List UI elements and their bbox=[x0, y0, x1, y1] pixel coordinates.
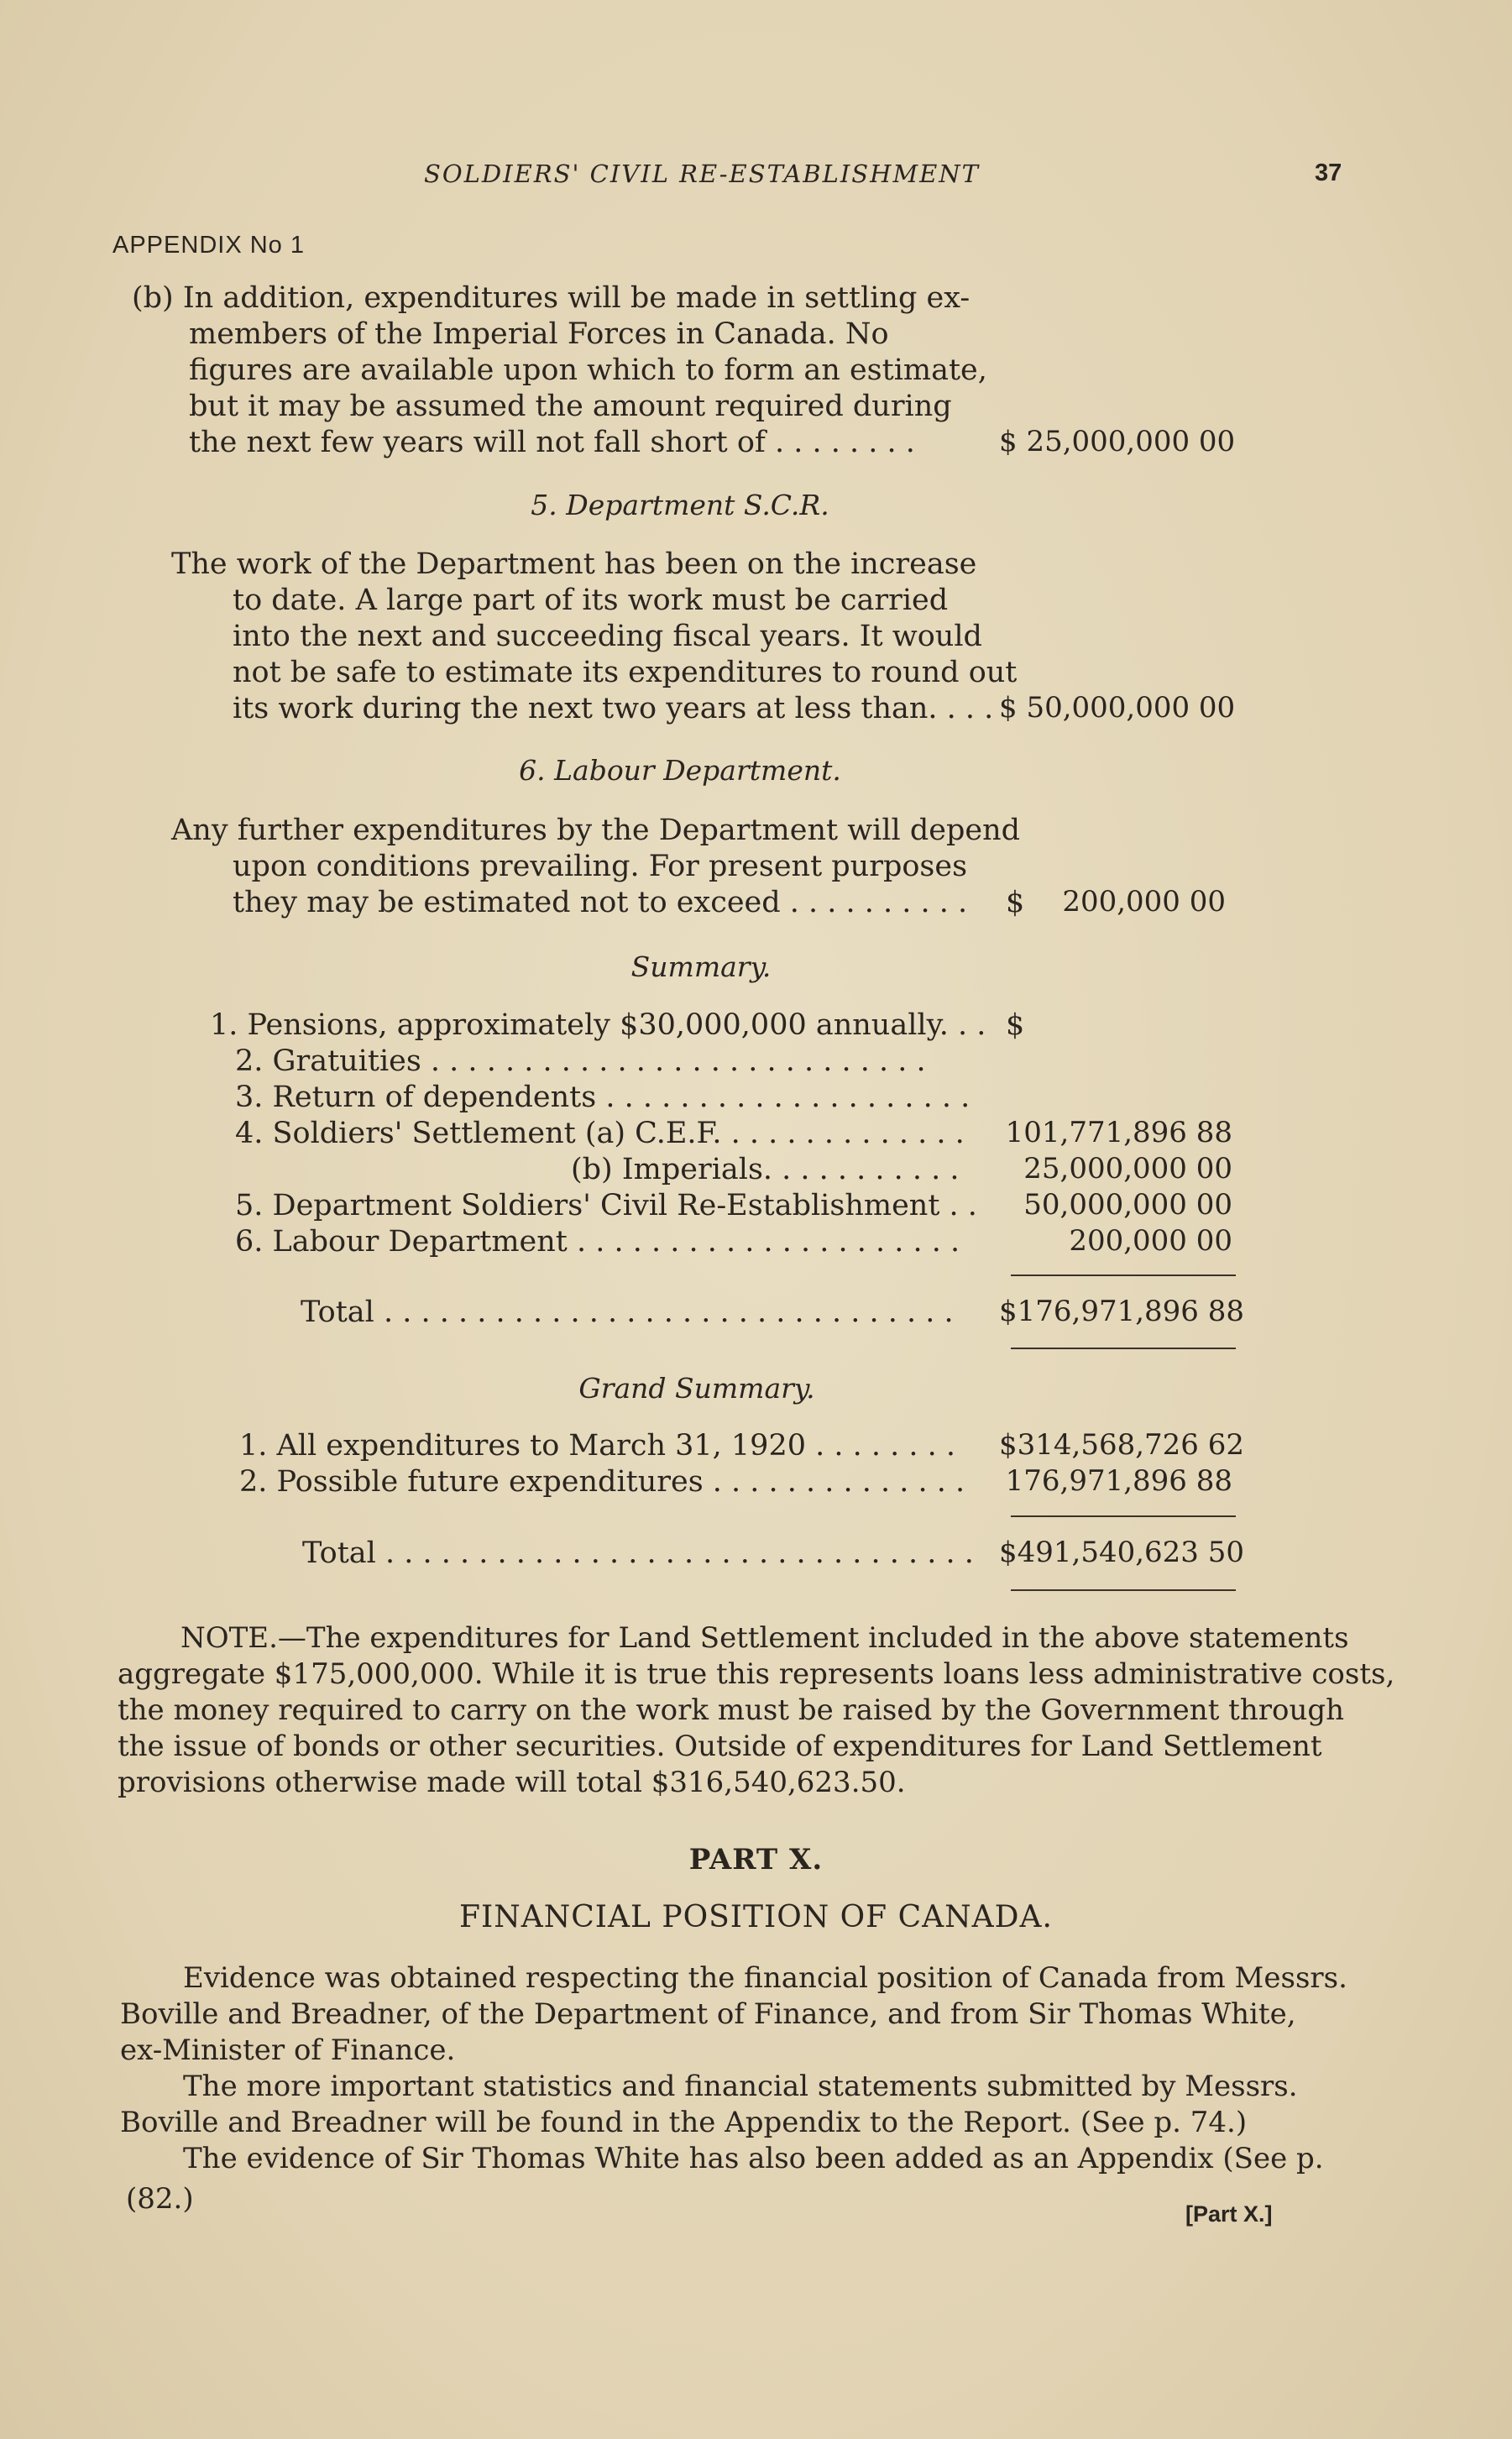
section-5-line-4: not be safe to estimate its expenditures to round out bbox=[233, 656, 1018, 689]
section-5-line-2: to date. A large part of its work must be carried bbox=[233, 584, 949, 617]
summary-item-label: 1. Pensions, approximately $30,000,000 annually. . . bbox=[210, 1008, 986, 1042]
part-title: PART X. bbox=[688, 1843, 824, 1876]
section-6-line-1: Any further expenditures by the Department will depend bbox=[171, 814, 1021, 847]
running-title: SOLDIERS' CIVIL RE-ESTABLISHMENT bbox=[424, 160, 981, 188]
note-line-4: the issue of bonds or other securities. Outside of expenditures for Land Settlement bbox=[118, 1730, 1322, 1763]
section-b-line-3: figures are available upon which to form an estimate, bbox=[189, 353, 987, 387]
grand-summary-total-label: Total . . . . . . . . . . . . . . . . . . . . . . . . . . . . . . . . bbox=[302, 1536, 974, 1570]
grand-summary-item-amount: 176,971,896 88 bbox=[1005, 1464, 1232, 1498]
summary-item-amount: $ bbox=[1006, 1008, 1025, 1042]
grand-summary-total-rule bbox=[1011, 1589, 1236, 1591]
section-b-line-4: but it may be assumed the amount required during bbox=[189, 390, 952, 423]
summary-item-label: 2. Gratuities . . . . . . . . . . . . . . . . . . . . . . . . . . . bbox=[235, 1044, 926, 1078]
grand-summary-heading: Grand Summary. bbox=[578, 1372, 815, 1405]
summary-item-label: 5. Department Soldiers' Civil Re-Establishment . . bbox=[235, 1189, 977, 1222]
appendix-label: APPENDIX No 1 bbox=[112, 232, 305, 259]
part-paragraph-line: Evidence was obtained respecting the financial position of Canada from Messrs. bbox=[183, 1961, 1347, 1995]
summary-item-amount: 50,000,000 00 bbox=[1023, 1188, 1232, 1222]
note-line-2: aggregate $175,000,000. While it is true this represents loans less administrative costs, bbox=[118, 1657, 1395, 1691]
section-5-line-5: its work during the next two years at less than. . . . bbox=[233, 692, 994, 725]
grand-summary-item-amount: $314,568,726 62 bbox=[999, 1428, 1245, 1462]
summary-rule bbox=[1011, 1274, 1236, 1276]
note-line-1: NOTE.—The expenditures for Land Settlement included in the above statements bbox=[180, 1621, 1349, 1655]
section-5-amount: $ 50,000,000 00 bbox=[999, 691, 1236, 725]
part-paragraph-line: ex-Minister of Finance. bbox=[120, 2033, 456, 2067]
section-6-amount: 200,000 00 bbox=[1062, 885, 1226, 919]
part-paragraph-line: (82.) bbox=[126, 2182, 194, 2216]
summary-total-label: Total . . . . . . . . . . . . . . . . . . . . . . . . . . . . . . . bbox=[301, 1295, 954, 1329]
summary-item-label: 3. Return of dependents . . . . . . . . . . . . . . . . . . . . bbox=[235, 1081, 971, 1114]
grand-summary-item-label: 1. All expenditures to March 31, 1920 . . . . . . . . bbox=[239, 1429, 955, 1463]
note-line-5: provisions otherwise made will total $316,540,623.50. bbox=[118, 1766, 906, 1799]
section-6-heading: 6. Labour Department. bbox=[519, 754, 841, 787]
summary-item-label: 6. Labour Department . . . . . . . . . . . . . . . . . . . . . bbox=[235, 1225, 960, 1259]
section-5-heading: 5. Department S.C.R. bbox=[531, 489, 829, 521]
summary-total-rule bbox=[1011, 1348, 1236, 1349]
section-5-line-3: into the next and succeeding fiscal years. It would bbox=[233, 620, 982, 653]
summary-total-amount: $176,971,896 88 bbox=[999, 1295, 1245, 1328]
section-6-line-2: upon conditions prevailing. For present purposes bbox=[233, 850, 968, 883]
section-6-dollar: $ bbox=[1006, 886, 1025, 919]
part-paragraph-line: Boville and Breadner, of the Department of Finance, and from Sir Thomas White, bbox=[120, 1997, 1296, 2031]
section-b-line-5: the next few years will not fall short of . . . . . . . . bbox=[189, 426, 915, 459]
catchword: [Part X.] bbox=[1185, 2201, 1273, 2227]
section-5-line-1: The work of the Department has been on the increase bbox=[171, 547, 977, 581]
section-b-amount: $ 25,000,000 00 bbox=[999, 425, 1236, 458]
summary-item-label: (b) Imperials. . . . . . . . . . . bbox=[571, 1153, 960, 1186]
part-paragraph-line: Boville and Breadner will be found in the Appendix to the Report. (See p. 74.) bbox=[120, 2106, 1248, 2139]
note-line-3: the money required to carry on the work must be raised by the Government through bbox=[118, 1693, 1345, 1727]
page-number: 37 bbox=[1315, 160, 1342, 186]
summary-item-amount: 200,000 00 bbox=[1069, 1224, 1232, 1258]
section-6-line-3: they may be estimated not to exceed . . . . . . . . . . bbox=[233, 886, 968, 919]
part-paragraph-line: The evidence of Sir Thomas White has also been added as an Appendix (See p. bbox=[183, 2142, 1324, 2175]
summary-item-label: 4. Soldiers' Settlement (a) C.E.F. . . . . . . . . . . . . . bbox=[235, 1117, 965, 1150]
part-subtitle: FINANCIAL POSITION OF CANADA. bbox=[459, 1900, 1053, 1934]
summary-item-amount: 25,000,000 00 bbox=[1023, 1152, 1232, 1185]
summary-heading: Summary. bbox=[630, 950, 772, 983]
grand-summary-rule bbox=[1011, 1515, 1236, 1517]
summary-item-amount: 101,771,896 88 bbox=[1005, 1116, 1232, 1149]
grand-summary-total-amount: $491,540,623 50 bbox=[999, 1536, 1245, 1569]
grand-summary-item-label: 2. Possible future expenditures . . . . . . . . . . . . . . bbox=[239, 1465, 965, 1499]
section-b-line-1: (b) In addition, expenditures will be made in settling ex- bbox=[132, 281, 971, 315]
section-b-line-2: members of the Imperial Forces in Canada. No bbox=[189, 317, 889, 351]
part-paragraph-line: The more important statistics and financial statements submitted by Messrs. bbox=[183, 2070, 1298, 2103]
